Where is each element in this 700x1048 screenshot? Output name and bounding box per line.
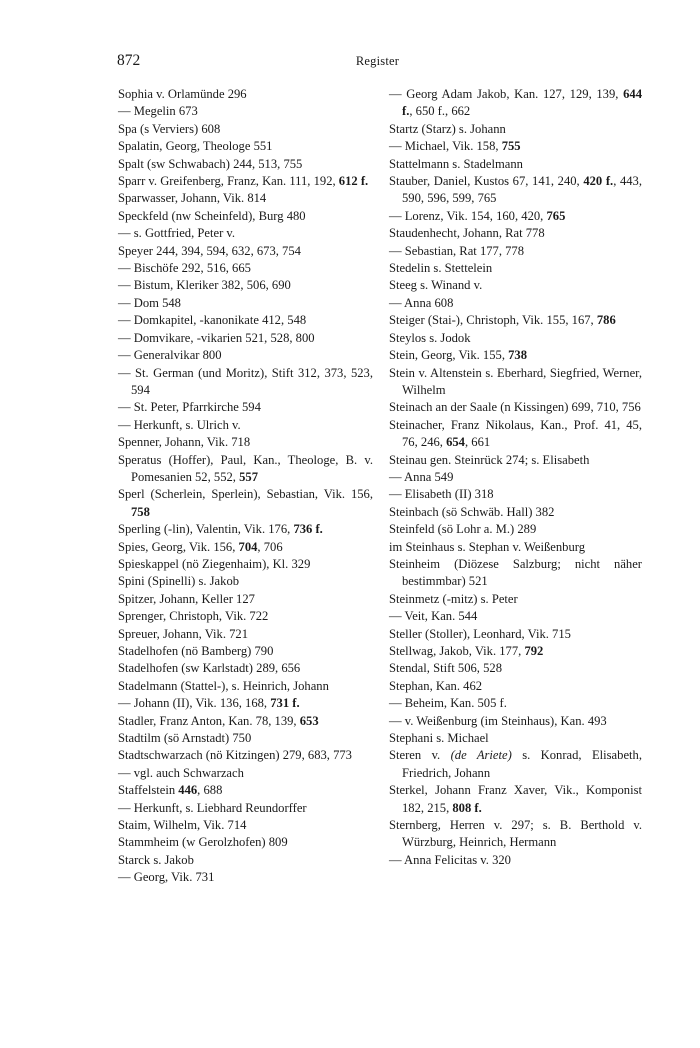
index-entry: — Michael, Vik. 158, 755 — [389, 139, 521, 154]
index-entry: Sophia v. Orlamünde 296 — [118, 87, 247, 101]
index-column-left — [118, 86, 373, 887]
index-entry: Stadelhofen (sw Karlstadt) 289, 656 — [118, 661, 301, 676]
index-entry: — Herkunft, s. Liebhard Reundorffer — [118, 800, 307, 815]
index-entry: Steinmetz (-mitz) s. Peter — [389, 591, 518, 606]
index-entry: — Dom 548 — [118, 295, 181, 310]
index-entry: — Megelin 673 — [118, 104, 198, 119]
index-entry: Stedelin s. Stettelein — [389, 261, 493, 276]
index-entry: Stadtilm (sö Arnstadt) 750 — [118, 731, 252, 746]
index-entry: Sprenger, Christoph, Vik. 722 — [118, 609, 269, 624]
index-entry: Sternberg, Herren v. 297; s. B. Berthold v. Würzburg, Heinrich, Hermann — [389, 818, 642, 850]
index-entry: Steinach an der Saale (n Kissingen) 699, 710, 756 — [389, 400, 641, 415]
index-entry: Stadtschwarzach (nö Kitzingen) 279, 683, 773 — [118, 748, 352, 763]
index-entry: Stellwag, Jakob, Vik. 177, 792 — [389, 644, 544, 658]
index-entry: Speckfeld (nw Scheinfeld), Burg 480 — [118, 208, 306, 223]
index-entry: Spa (s Verviers) 608 — [118, 121, 221, 136]
index-entry: — Lorenz, Vik. 154, 160, 420, 765 — [389, 208, 566, 223]
index-entry: — Johann (II), Vik. 136, 168, 731 f. — [118, 696, 300, 711]
index-entry: Steller (Stoller), Leonhard, Vik. 715 — [389, 626, 571, 641]
index-entry: — Sebastian, Rat 177, 778 — [389, 243, 525, 258]
index-entry: Stein, Georg, Vik. 155, 738 — [389, 348, 528, 363]
index-entry: Stauber, Daniel, Kustos 67, 141, 240, 420 f., 443, 590, 596, 599, 765 — [389, 174, 642, 206]
index-entry: Stephani s. Michael — [389, 731, 489, 746]
index-entry: Stattelmann s. Stadelmann — [389, 156, 523, 171]
index-entry: — Anna 608 — [389, 295, 454, 310]
index-entry: Stadler, Franz Anton, Kan. 78, 139, 653 — [118, 713, 319, 728]
index-entry: — Georg, Vik. 731 — [118, 870, 215, 885]
index-entry: Steinbach (sö Schwäb. Hall) 382 — [389, 504, 555, 519]
index-entry: Sperl (Scherlein, Sperlein), Sebastian, Vik. 156, 758 — [118, 487, 373, 519]
index-entry: Steinfeld (sö Lohr a. M.) 289 — [389, 522, 537, 537]
index-entry: — Domkapitel, -kanonikate 412, 548 — [118, 313, 307, 328]
index-entry: Staim, Wilhelm, Vik. 714 — [118, 818, 247, 833]
index-entry: — Beheim, Kan. 505 f. — [389, 696, 507, 711]
index-entry: Staffelstein 446, 688 — [118, 783, 223, 798]
index-entry: Stendal, Stift 506, 528 — [389, 661, 502, 676]
index-entry: Sterkel, Johann Franz Xaver, Vik., Komponist 182, 215, 808 f. — [389, 783, 642, 815]
index-entry: — St. Peter, Pfarrkirche 594 — [118, 400, 261, 415]
index-entry: Spieskappel (nö Ziegenhaim), Kl. 329 — [118, 556, 311, 571]
index-entry: — Veit, Kan. 544 — [389, 609, 478, 624]
index-entry: — Bischöfe 292, 516, 665 — [118, 261, 251, 276]
index-entry: Steren v. (de Ariete) s. Konrad, Elisabeth, Friedrich, Johann — [389, 748, 642, 780]
index-entry: — Georg Adam Jakob, Kan. 127, 129, 139, 644 f., 650 f., 662 — [389, 87, 642, 119]
index-entry: Spies, Georg, Vik. 156, 704, 706 — [118, 539, 283, 554]
index-entry: Spini (Spinelli) s. Jakob — [118, 574, 240, 589]
index-entry: Sparwasser, Johann, Vik. 814 — [118, 191, 267, 206]
index-entry: Startz (Starz) s. Johann — [389, 121, 506, 136]
index-entry: — v. Weißenburg (im Steinhaus), Kan. 493 — [389, 713, 607, 728]
index-entry: — Elisabeth (II) 318 — [389, 487, 494, 502]
index-entry: — Herkunft, s. Ulrich v. — [118, 417, 241, 432]
index-entry: im Steinhaus s. Stephan v. Weißenburg — [389, 539, 586, 554]
index-entry: Stephan, Kan. 462 — [389, 678, 483, 693]
index-entry: Staudenhecht, Johann, Rat 778 — [389, 226, 545, 241]
index-entry: Spalt (sw Schwabach) 244, 513, 755 — [118, 156, 303, 171]
index-entry: Spitzer, Johann, Keller 127 — [118, 591, 255, 606]
running-head: Register — [355, 54, 400, 68]
index-entry: — Anna Felicitas v. 320 — [389, 852, 511, 867]
index-entry: Spalatin, Georg, Theologe 551 — [118, 139, 273, 154]
index-entry: — vgl. auch Schwarzach — [118, 765, 244, 780]
index-entry: Stammheim (w Gerolzhofen) 809 — [118, 835, 288, 850]
index-entry: Stadelhofen (nö Bamberg) 790 — [118, 644, 274, 658]
page-number: 872 — [117, 52, 141, 69]
index-entry: Sparr v. Greifenberg, Franz, Kan. 111, 192, 612 f. — [118, 174, 369, 189]
index-entry: Spenner, Johann, Vik. 718 — [118, 435, 251, 450]
index-entry: — Anna 549 — [389, 469, 454, 484]
index-entry: Speratus (Hoffer), Paul, Kan., Theologe, B. v. Pomesanien 52, 552, 557 — [118, 452, 373, 484]
index-entry: Stadelmann (Stattel-), s. Heinrich, Johann — [118, 678, 329, 693]
index-entry: — Generalvikar 800 — [118, 348, 222, 363]
index-entry: Steiger (Stai-), Christoph, Vik. 155, 167, 786 — [389, 313, 616, 328]
index-entry: Steylos s. Jodok — [389, 330, 471, 345]
index-entry: Starck s. Jakob — [118, 852, 194, 867]
index-entry: — Bistum, Kleriker 382, 506, 690 — [118, 278, 291, 293]
index-entry: — Domvikare, -vikarien 521, 528, 800 — [118, 330, 315, 345]
index-entry: Spreuer, Johann, Vik. 721 — [118, 626, 249, 641]
index-entry: Speyer 244, 394, 594, 632, 673, 754 — [118, 243, 301, 258]
index-entry: Steinheim (Diözese Salzburg; nicht näher bestimmbar) 521 — [389, 556, 642, 589]
index-entry: — s. Gottfried, Peter v. — [118, 226, 236, 241]
index-entry: Steeg s. Winand v. — [389, 278, 483, 293]
index-column-right — [389, 86, 642, 869]
index-entry: — St. German (und Moritz), Stift 312, 373, 523, 594 — [118, 365, 373, 397]
index-entry: Steinacher, Franz Nikolaus, Kan., Prof. 41, 45, 76, 246, 654, 661 — [389, 417, 642, 450]
page-header — [117, 52, 638, 72]
index-entry: Steinau gen. Steinrück 274; s. Elisabeth — [389, 452, 590, 467]
index-entry: Sperling (-lin), Valentin, Vik. 176, 736 f. — [118, 522, 323, 537]
index-entry: Stein v. Altenstein s. Eberhard, Siegfried, Werner, Wilhelm — [389, 365, 642, 397]
